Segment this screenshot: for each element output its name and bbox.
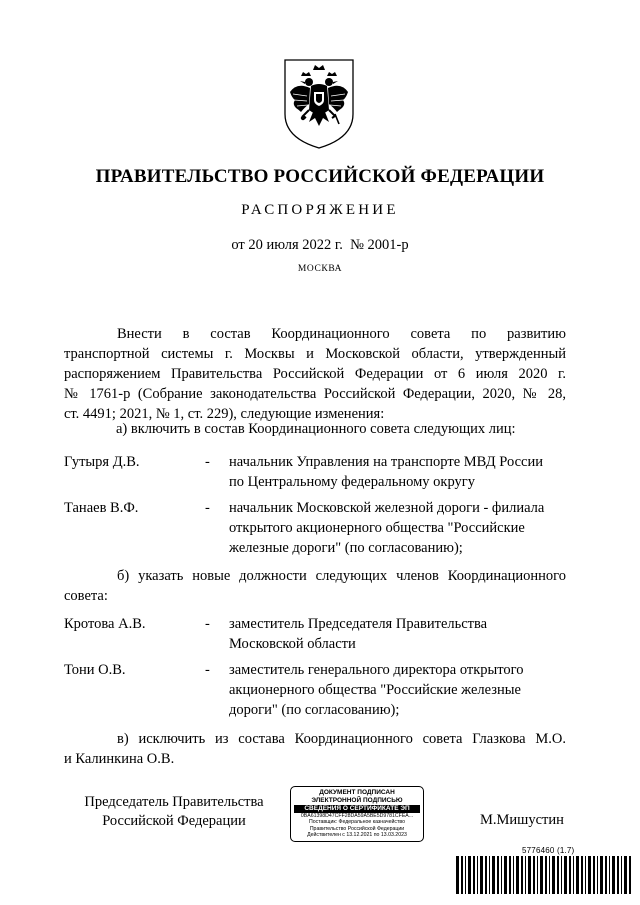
position-line: заместитель генерального директора открытого xyxy=(229,662,524,678)
position-line: дороги" (по согласованию); xyxy=(229,702,400,718)
stamp-title-line: ЭЛЕКТРОННОЙ ПОДПИСЬЮ xyxy=(311,796,403,804)
text-line: № 1761-р (Собрание законодательства Российской Федерации, 2020, № 28, xyxy=(64,386,566,402)
signer-name: М.Мишустин xyxy=(480,812,564,828)
signer-title xyxy=(64,793,284,831)
stamp-owner: Правительство Российской Федерации xyxy=(309,825,405,832)
stamp-validity: Действителен с 13.12.2021 по 13.03.2023 xyxy=(307,831,407,838)
text-line: ст. 4491; 2021, № 1, ст. 229), следующие изменения: xyxy=(64,406,385,422)
government-title: ПРАВИТЕЛЬСТВО РОССИЙСКОЙ ФЕДЕРАЦИИ xyxy=(95,166,545,187)
item-b xyxy=(64,566,566,606)
text-line: транспортной системы г. Москвы и Московской области, утвержденный xyxy=(64,346,566,362)
signer-title-line: Российской Федерации xyxy=(102,813,246,829)
member-name: Танаев В.Ф. xyxy=(64,500,139,516)
item-a: а) включить в состав Координационного совета следующих лиц: xyxy=(116,421,516,437)
document-id: 5776460 (1.7) xyxy=(522,846,575,855)
position-line: Московской области xyxy=(229,636,356,652)
item-c xyxy=(64,729,566,769)
coat-of-arms-emblem xyxy=(279,56,359,150)
text-line: совета: xyxy=(64,588,108,604)
member-position xyxy=(229,614,569,654)
date-number-line xyxy=(0,237,640,254)
dash: - xyxy=(205,454,210,470)
member-position xyxy=(229,452,569,492)
dash: - xyxy=(205,616,210,632)
text-line: в) исключить из состава Координационного совета Глазкова М.О. xyxy=(117,731,566,747)
member-position xyxy=(229,498,569,558)
document-date: от 20 июля 2022 г. xyxy=(231,237,343,253)
position-line: заместитель Председателя Правительства xyxy=(229,616,488,632)
city: МОСКВА xyxy=(297,264,343,274)
barcode-icon xyxy=(456,856,632,894)
document-number: № 2001-р xyxy=(350,237,409,253)
stamp-title-line: ДОКУМЕНТ ПОДПИСАН xyxy=(319,789,395,796)
position-line: начальник Московской железной дороги - филиала xyxy=(229,500,545,516)
intro-paragraph xyxy=(64,324,566,424)
position-line: начальник Управления на транспорте МВД России xyxy=(229,454,544,470)
text-line: б) указать новые должности следующих членов Координационного xyxy=(117,568,566,584)
signer-title-line: Председатель Правительства xyxy=(84,794,264,810)
electronic-signature-stamp xyxy=(290,786,424,842)
position-line: железные дороги" (по согласованию); xyxy=(229,540,463,556)
text-line: Внести в состав Координационного совета по развитию xyxy=(117,326,566,342)
dash: - xyxy=(205,500,210,516)
position-line: открытого акционерного общества "Российские xyxy=(229,520,525,536)
member-name: Гутыря Д.В. xyxy=(64,454,140,470)
stamp-title xyxy=(291,789,423,804)
text-line: распоряжением Правительства Российской Федерации от 6 июля 2020 г. xyxy=(64,366,566,382)
position-line: акционерного общества "Российские железные xyxy=(229,682,521,698)
position-line: по Центральному федеральному округу xyxy=(229,474,475,490)
stamp-issuer: Поставщик: Федеральное казначейство xyxy=(309,819,405,826)
member-position xyxy=(229,660,569,720)
dash: - xyxy=(205,662,210,678)
text-line: и Калинкина О.В. xyxy=(64,751,175,767)
member-name: Кротова А.В. xyxy=(64,616,146,632)
document-type: РАСПОРЯЖЕНИЕ xyxy=(241,202,399,218)
stamp-serial: 0BA61398D47CFF28DA59A5BE5D9781CFEA... xyxy=(300,813,414,819)
stamp-band: СВЕДЕНИЯ О СЕРТИФИКАТЕ ЭП xyxy=(294,805,420,813)
member-name: Тони О.В. xyxy=(64,662,126,678)
